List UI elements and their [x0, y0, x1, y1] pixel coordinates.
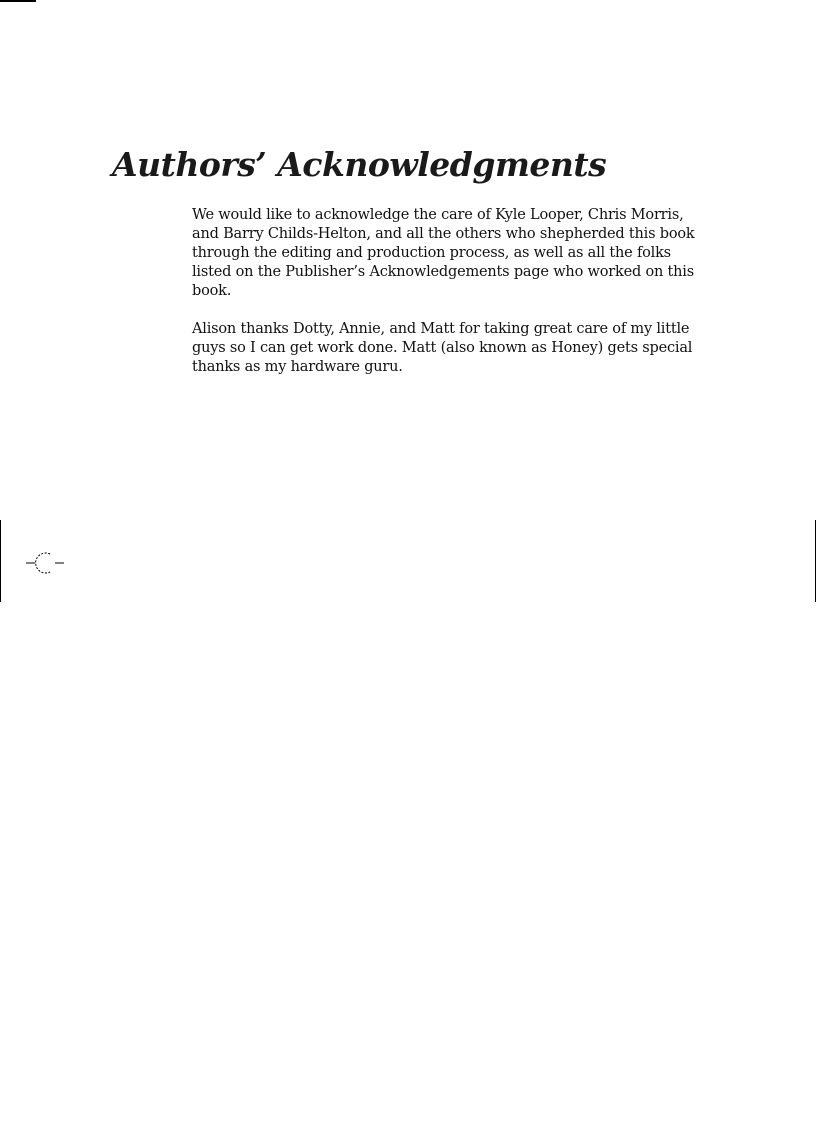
acknowledgment-paragraph-2: Alison thanks Dotty, Annie, and Matt for taking great care of my little guys so I can get work done. Matt (also known as Honey) gets special thanks as my hardware guru.	[192, 321, 693, 375]
body-text	[192, 206, 712, 396]
page-title: Authors’ Acknowledgments	[112, 145, 607, 184]
registration-mark-icon	[24, 550, 68, 576]
acknowledgment-paragraph-1: We would like to acknowledge the care of Kyle Looper, Chris Morris, and Barry Childs-Helton, and all the others who shepherded this book through the editing and production process, as well as all the folks listed on the Publisher’s Acknowledgements page who worked on this book.	[192, 207, 695, 299]
crop-mark-top-left	[0, 0, 36, 2]
crop-mark-left	[0, 520, 1, 602]
